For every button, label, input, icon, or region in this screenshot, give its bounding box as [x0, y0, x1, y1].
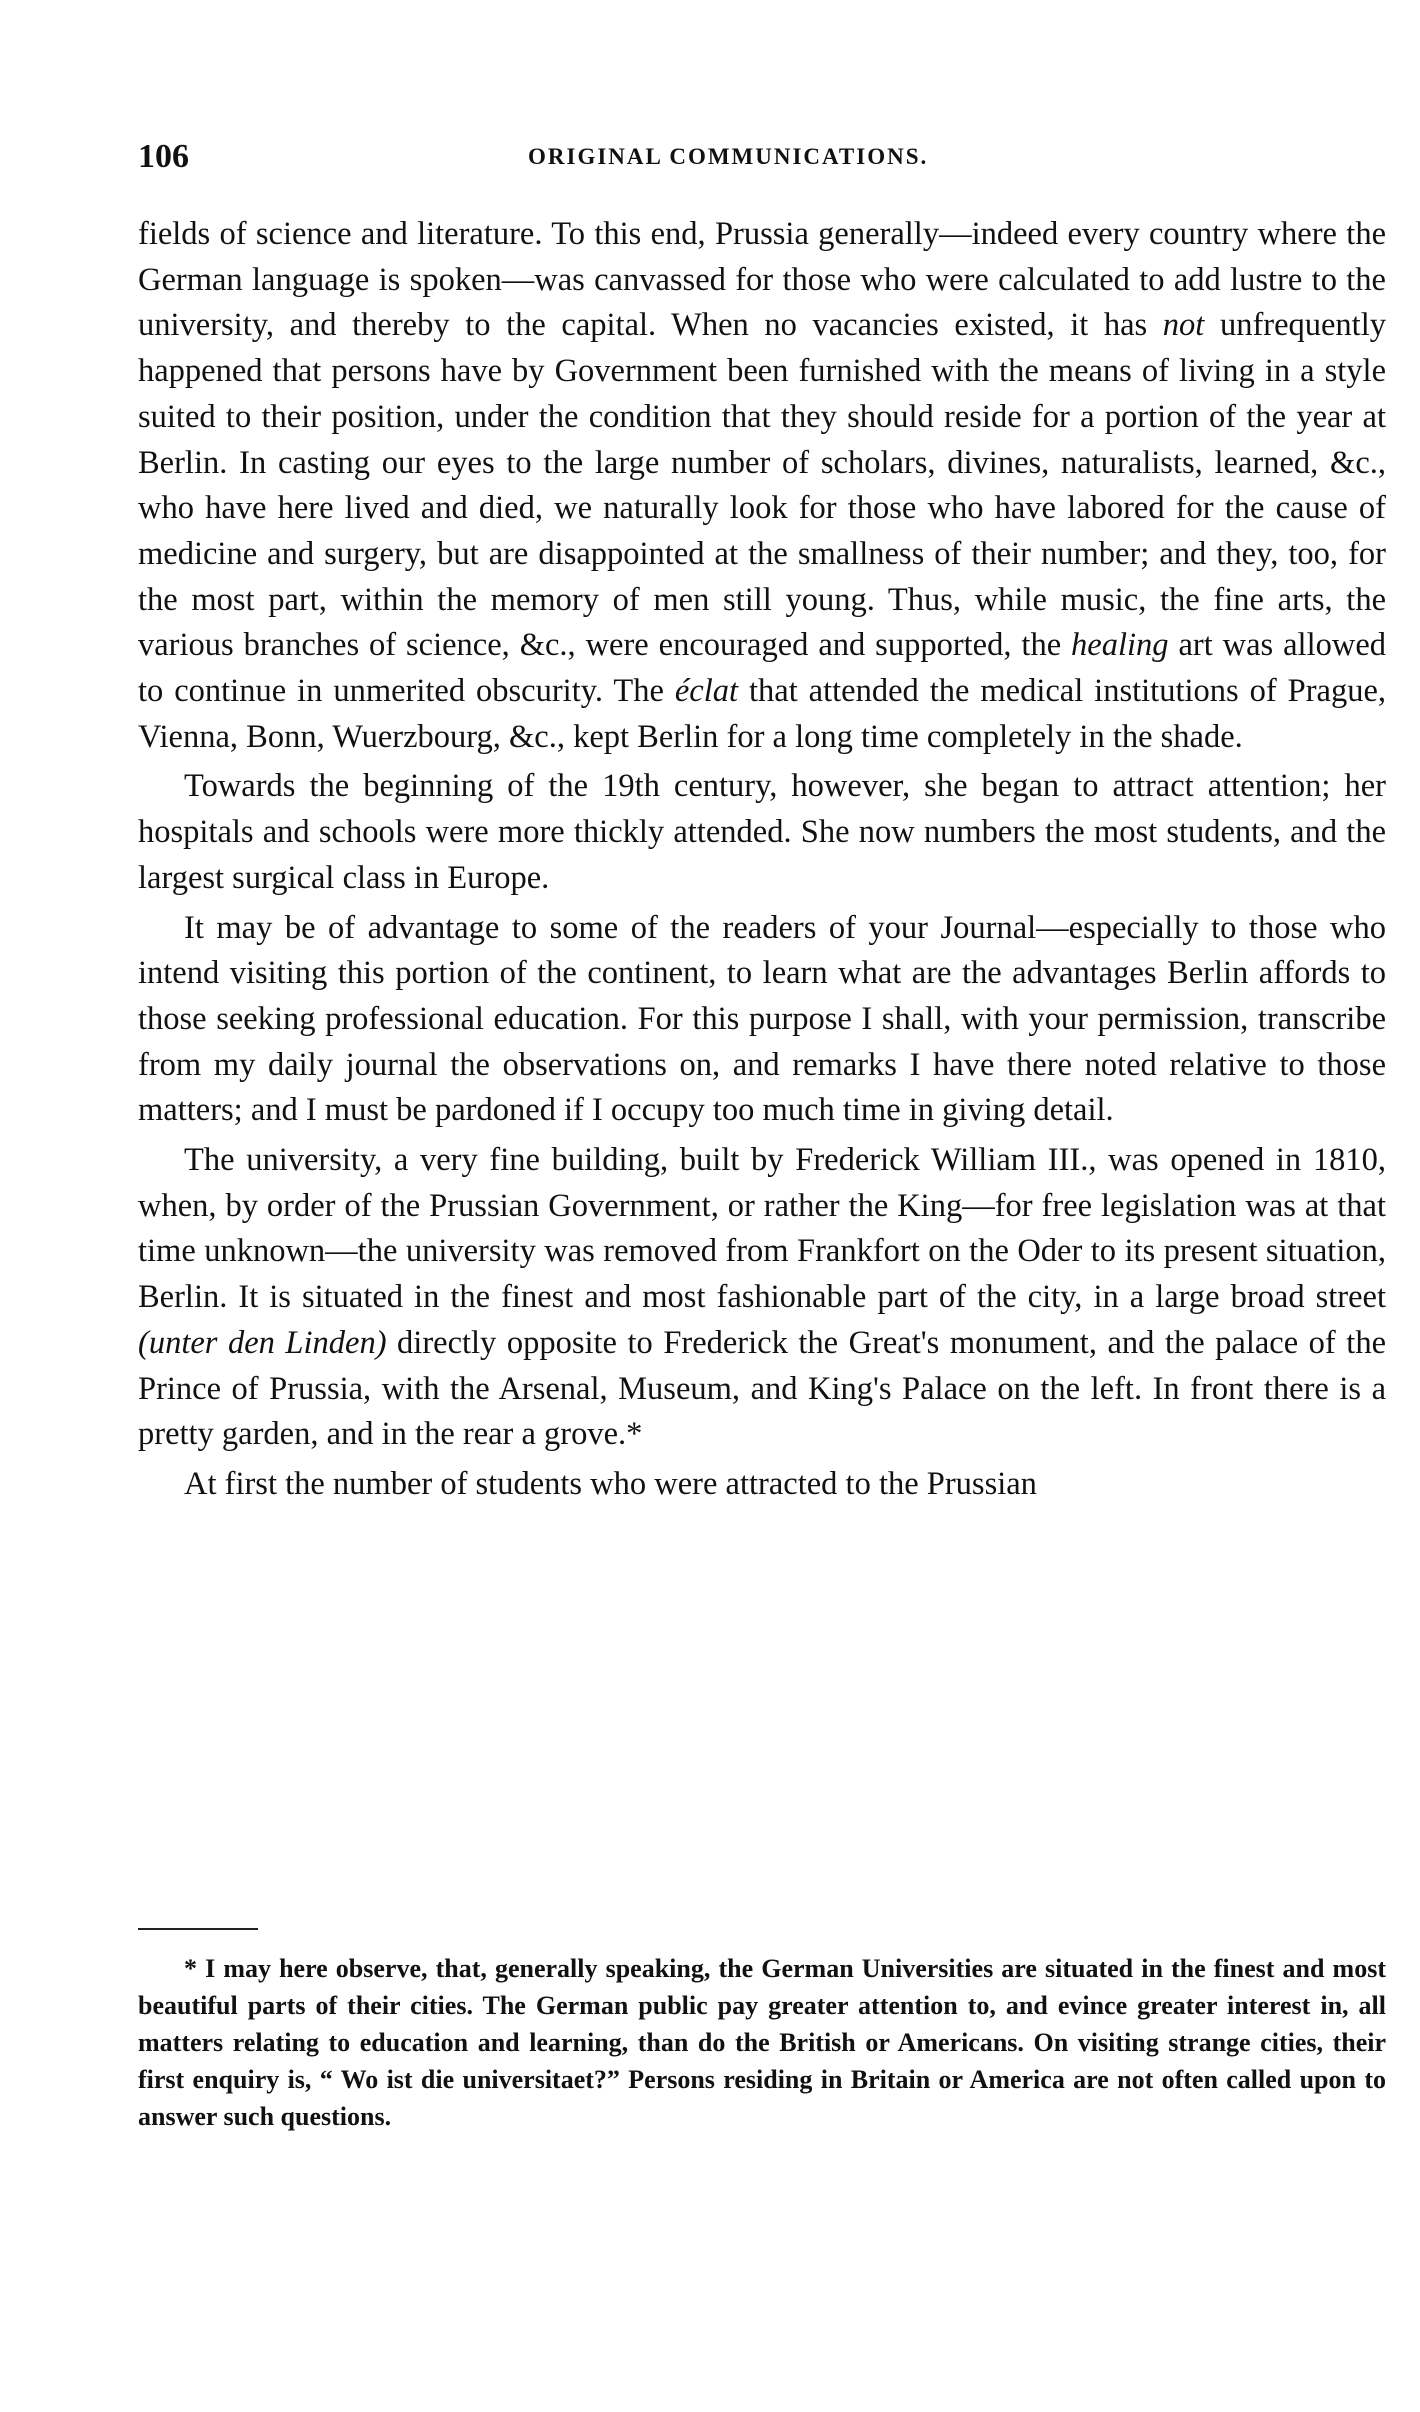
page-header	[138, 138, 1386, 178]
paragraph-4-part-a: The university, a very fine building, built by Frederick William III., was opened in 1810, when, by order of the Prussian Government, or rather the King—for free legislation was at that time unknown—the university was removed from Frankfort on the Oder to its present situation, Berlin. It is situated in the finest and most fashionable part of the city, in a large broad street	[138, 1142, 1386, 1316]
paragraph-5: At first the number of students who were attracted to the Prussian	[184, 1465, 1037, 1502]
body-text	[138, 212, 1386, 1512]
emphasis-unter-den-linden: (unter den Linden)	[138, 1324, 387, 1361]
paragraph-3: It may be of advantage to some of the readers of your Journal—especially to those who intend visiting this portion of the continent, to learn what are the advantages Berlin affords to those seeking professional education. For this purpose I shall, with your permission, transcribe from my daily journal the observations on, and remarks I have there noted relative to those matters; and I must be pardoned if I occupy too much time in giving detail.	[138, 909, 1386, 1129]
emphasis-healing: healing	[1071, 627, 1169, 664]
paragraph-1-part-g: that attended the medical institutions of Prague, Vienna, Bonn, Wuerzbourg, &c., kept Berlin for a long time completely in the shade.	[138, 673, 1386, 755]
page-number: 106	[138, 138, 189, 175]
emphasis-not: not	[1162, 307, 1205, 344]
paragraph-4-part-c: directly opposite to Frederick the Great's monument, and the palace of the Prince of Prussia, with the Arsenal, Museum, and King's Palace on the left. In front there is a pretty garden, and in the rear a grove.*	[138, 1324, 1386, 1453]
paragraph-2: Towards the beginning of the 19th century, however, she began to attract attention; her hospitals and schools were more thickly attended. She now numbers the most students, and the largest surgical class in Europe.	[138, 768, 1386, 896]
paragraph-4	[138, 1138, 1386, 1458]
footnote: * I may here observe, that, generally speaking, the German Universities are situated in the finest and most beautiful parts of their cities. The German public pay greater attention to, and evince greater interest in, all matters relating to education and learning, than do the British or Americans. On visiting strange cities, their first enquiry is, “ Wo ist die universitaet?” Persons residing in Britain or America are not often called upon to answer such questions.	[138, 1954, 1386, 2131]
emphasis-eclat: éclat	[674, 673, 739, 710]
paragraph-1-part-e: art was allowed to continue in unmerited obscurity. The	[138, 627, 1387, 710]
footnote-divider	[138, 1928, 258, 1930]
running-head: ORIGINAL COMMUNICATIONS.	[528, 144, 929, 169]
paragraph-1	[138, 212, 1386, 760]
paragraph-1-part-c: unfrequently happened that persons have by Government been furnished with the means of living in a style suited to their position, under the condition that they should reside for a portion of the year at Berlin. In casting our eyes to the large number of scholars, divines, naturalists, learned, &c., who have here lived and died, we naturally look for those who have labored for the cause of medicine and surgery, but are disappointed at the smallness of their number; and they, too, for the most part, within the memory of men still young. Thus, while music, the fine arts, the various branches of science, &c., were encouraged and supported, the	[138, 307, 1386, 664]
paragraph-1-part-a: fields of science and literature. To this end, Prussia generally—indeed every country where the German language is spoken—was canvassed for those who were calculated to add lustre to the university, and thereby to the capital. When no vacancies existed, it has	[138, 216, 1386, 344]
